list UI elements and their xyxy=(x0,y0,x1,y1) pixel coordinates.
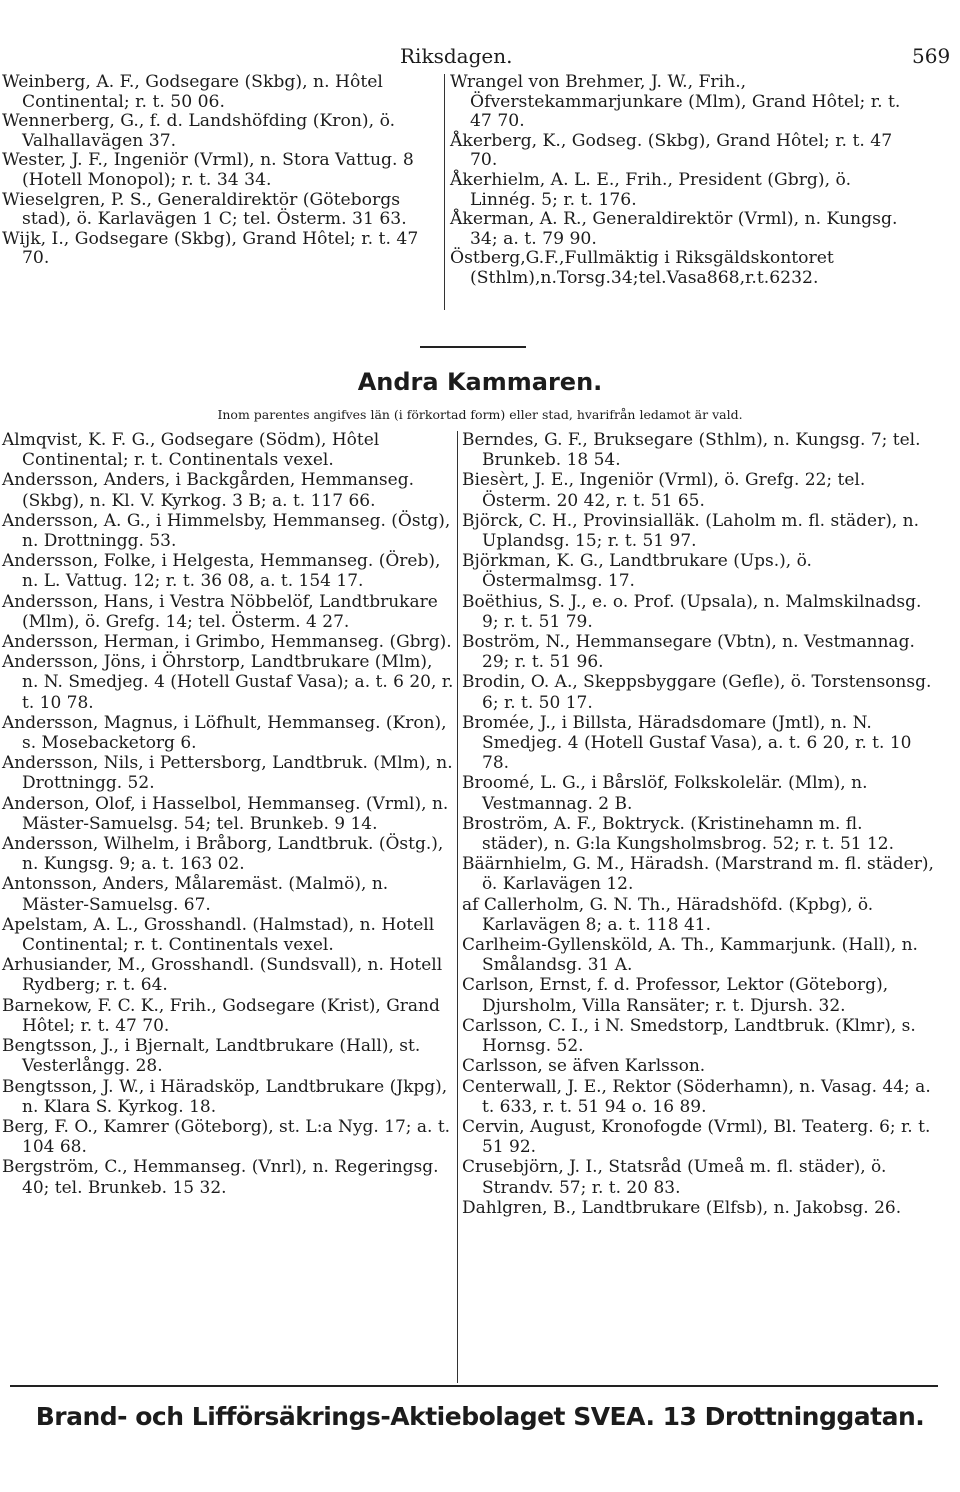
list-item: Andersson, Anders, i Backgården, Hemmanseg. (Skbg), n. Kl. V. Kyrkog. 3 B; a. t. 117 66. xyxy=(2,470,414,511)
list-item: Antonsson, Anders, Målaremäst. (Malmö), n. Mäster-Samuelsg. 67. xyxy=(2,874,389,915)
list-item: Barnekow, F. C. K., Frih., Godsegare (Krist), Grand Hôtel; r. t. 47 70. xyxy=(2,995,440,1036)
list-item: Berndes, G. F., Bruksegare (Sthlm), n. Kungsg. 7; tel. Brunkeb. 18 54. xyxy=(462,430,921,471)
list-item: Andersson, Wilhelm, i Bråborg, Landtbruk. (Östg.), n. Kungsg. 9; a. t. 163 02. xyxy=(2,834,444,875)
list-item: Dahlgren, B., Landtbrukare (Elfsb), n. Jakobsg. 26. xyxy=(462,1197,902,1218)
list-item: af Callerholm, G. N. Th., Häradshöfd. (Kpbg), ö. Karlavägen 8; a. t. 118 41. xyxy=(462,894,874,935)
list-item: Bengtsson, J. W., i Häradsköp, Landtbrukare (Jkpg), n. Klara S. Kyrkog. 18. xyxy=(2,1076,448,1117)
list-item: Wennerberg, G., f. d. Landshöfding (Kron), ö. Valhallavägen 37. xyxy=(2,111,396,151)
list-item: Andersson, Nils, i Pettersborg, Landtbruk. (Mlm), n. Drottningg. 52. xyxy=(2,753,453,794)
list-item: Andersson, Jöns, i Öhrstorp, Landtbrukare (Mlm), n. N. Smedjeg. 4 (Hotell Gustaf Vasa); a. t. 6 20, r. t. 10 78. xyxy=(2,652,454,713)
list-item: Brodin, O. A., Skeppsbyggare (Gefle), ö. Torstensonsg. 6; r. t. 50 17. xyxy=(462,672,932,713)
footer-divider xyxy=(10,1385,938,1387)
page-number: 569 xyxy=(912,44,951,68)
list-item: Andersson, Magnus, i Löfhult, Hemmanseg. (Kron), s. Mosebacketorg 6. xyxy=(2,712,447,754)
list-item: Carlsson, se äfven Karlsson. xyxy=(462,1056,706,1077)
list-item: Carlsson, C. I., i N. Smedstorp, Landtbruk. (Klmr), s. Hornsg. 52. xyxy=(462,1015,916,1057)
list-item: Wester, J. F., Ingeniör (Vrml), n. Stora Vattug. 8 (Hotell Monopol); r. t. 34 34. xyxy=(2,150,414,190)
section-title: Andra Kammaren. xyxy=(357,368,603,396)
upper-chamber-column-right xyxy=(450,73,920,289)
list-item: Carlheim-Gyllensköld, A. Th., Kammarjunk. (Hall), n. Smålandsg. 31 A. xyxy=(462,935,918,976)
list-item: Crusebjörn, J. I., Statsråd (Umeå m. fl. städer), ö. Strandv. 57; r. t. 20 83. xyxy=(462,1157,887,1198)
list-item: Björck, C. H., Provinsialläk. (Laholm m. fl. städer), n. Uplandsg. 15; r. t. 51 97. xyxy=(462,510,920,552)
list-item: Björkman, K. G., Landtbrukare (Ups.), ö. Östermalmsg. 17. xyxy=(462,551,812,592)
list-item: Almqvist, K. F. G., Godsegare (Södm), Hôtel Continental; r. t. Continentals vexel. xyxy=(2,430,380,471)
running-header-title: Riksdagen. xyxy=(400,44,513,68)
column-divider xyxy=(444,74,445,310)
list-item: Wrangel von Brehmer, J. W., Frih., Öfverstekammarjunkare (Mlm), Grand Hôtel; r. t. 47 70. xyxy=(450,72,901,132)
list-item: Bergström, C., Hemmanseg. (Vnrl), n. Regeringsg. 40; tel. Brunkeb. 15 32. xyxy=(2,1157,439,1198)
footer-advertisement: Brand- och Lifförsäkrings-Aktiebolaget SVEA. 13 Drottninggatan. xyxy=(35,1402,925,1431)
list-item: Apelstam, A. L., Grosshandl. (Halmstad), n. Hotell Continental; r. t. Continentals vexel. xyxy=(2,914,435,956)
list-item: Bromée, J., i Billsta, Häradsdomare (Jmtl), n. N. Smedjeg. 4 (Hotell Gustaf Vasa), a. t. 6 20, r. t. 10 78. xyxy=(462,712,912,774)
list-item: Boström, N., Hemmansegare (Vbtn), n. Vestmannag. 29; r. t. 51 96. xyxy=(462,632,915,673)
list-item: Cervin, August, Kronofogde (Vrml), Bl. Teaterg. 6; r. t. 51 92. xyxy=(462,1116,931,1158)
list-item: Broström, A. F., Boktryck. (Kristinehamn m. fl. städer), n. G:la Kungsholmsbrog. 52; r. t. 51 12. xyxy=(462,813,895,855)
list-item: Åkerberg, K., Godseg. (Skbg), Grand Hôtel; r. t. 47 70. xyxy=(450,130,893,171)
list-item: Broomé, L. G., i Bårslöf, Folkskolelär. (Mlm), n. Vestmannag. 2 B. xyxy=(462,773,868,814)
lower-chamber-column-left xyxy=(2,430,454,1198)
list-item: Andersson, Hans, i Vestra Nöbbelöf, Landtbrukare (Mlm), ö. Grefg. 14; tel. Österm. 4 27. xyxy=(2,591,438,632)
section-divider xyxy=(420,346,526,348)
list-item: Arhusiander, M., Grosshandl. (Sundsvall), n. Hotell Rydberg; r. t. 64. xyxy=(2,955,443,996)
list-item: Centerwall, J. E., Rektor (Söderhamn), n. Vasag. 44; a. t. 633, r. t. 51 94 o. 16 89. xyxy=(462,1076,931,1117)
section-note: Inom parentes angifves län (i förkortad form) eller stad, hvarifrån ledamot är vald. xyxy=(217,407,743,422)
list-item: Wieselgren, P. S., Generaldirektör (Göteborgs stad), ö. Karlavägen 1 C; tel. Österm. 31 63. xyxy=(2,189,407,230)
upper-chamber-column-left xyxy=(2,73,440,269)
list-item: Biesèrt, J. E., Ingeniör (Vrml), ö. Grefg. 22; tel. Österm. 20 42, r. t. 51 65. xyxy=(462,470,866,511)
lower-chamber-column-right xyxy=(462,430,934,1218)
list-item: Carlson, Ernst, f. d. Professor, Lektor (Göteborg), Djursholm, Villa Ransäter; r. t. Djursh. 32. xyxy=(462,975,889,1016)
list-item: Bäärnhielm, G. M., Häradsh. (Marstrand m. fl. städer), ö. Karlavägen 12. xyxy=(462,854,934,895)
list-item: Boëthius, S. J., e. o. Prof. (Upsala), n. Malmskilnadsg. 9; r. t. 51 79. xyxy=(462,591,922,632)
list-item: Wijk, I., Godsegare (Skbg), Grand Hôtel; r. t. 47 70. xyxy=(2,228,419,269)
list-item: Östberg,G.F.,Fullmäktig i Riksgäldskontoret (Sthlm),n.Torsg.34;tel.Vasa868,r.t.6232. xyxy=(450,248,834,288)
list-item: Andersson, A. G., i Himmelsby, Hemmanseg. (Östg), n. Drottningg. 53. xyxy=(2,510,451,552)
list-item: Bengtsson, J., i Bjernalt, Landtbrukare (Hall), st. Vesterlångg. 28. xyxy=(2,1036,421,1077)
list-item: Weinberg, A. F., Godsegare (Skbg), n. Hôtel Continental; r. t. 50 06. xyxy=(2,72,383,112)
list-item: Åkerhielm, A. L. E., Frih., President (Gbrg), ö. Linnég. 5; r. t. 176. xyxy=(450,169,852,210)
list-item: Andersson, Herman, i Grimbo, Hemmanseg. (Gbrg). xyxy=(2,632,452,653)
list-item: Berg, F. O., Kamrer (Göteborg), st. L:a Nyg. 17; a. t. 104 68. xyxy=(2,1116,451,1158)
list-item: Anderson, Olof, i Hasselbol, Hemmanseg. (Vrml), n. Mäster-Samuelsg. 54; tel. Brunkeb. 9 14. xyxy=(2,793,449,834)
list-item: Åkerman, A. R., Generaldirektör (Vrml), n. Kungsg. 34; a. t. 79 90. xyxy=(450,209,898,249)
column-divider xyxy=(457,431,458,1383)
list-item: Andersson, Folke, i Helgesta, Hemmanseg. (Öreb), n. L. Vattug. 12; r. t. 36 08, a. t. 154 17. xyxy=(2,551,441,592)
